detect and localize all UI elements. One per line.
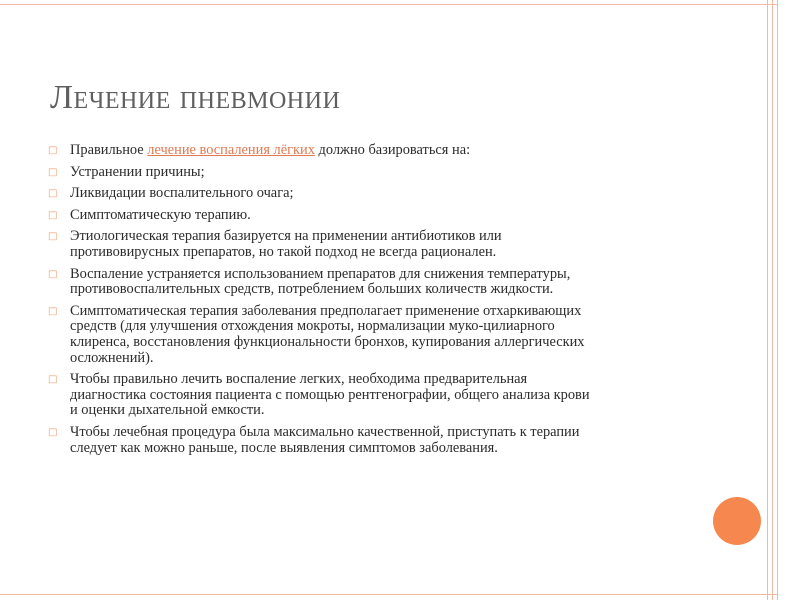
- bullet-item: [48, 304, 688, 366]
- bullet-line: осложнений).: [70, 349, 154, 366]
- frame-line-vertical-1: [767, 0, 768, 600]
- bullet-line: следует как можно раньше, после выявления симптомов заболевания.: [70, 439, 498, 456]
- bullet-line: Устранении причины;: [70, 163, 205, 180]
- bullet-item: [48, 143, 688, 159]
- bullet-line: диагностика состояния пациента с помощью рентгенографии, общего анализа крови: [70, 386, 590, 403]
- hollow-square-bullet-icon: □: [48, 209, 58, 221]
- bullet-item: [48, 208, 688, 224]
- bullet-item: [48, 229, 688, 260]
- bullet-line: противовоспалительных средств, потреблением больших количеств жидкости.: [70, 281, 554, 298]
- hollow-square-bullet-icon: □: [48, 268, 58, 280]
- bullet-item: [48, 372, 688, 419]
- hollow-square-bullet-icon: □: [48, 426, 58, 438]
- slide-title: Лечение пневмонии: [50, 79, 341, 116]
- bullet-line: средств (для улучшения отхождения мокроты, нормализации муко-цилиарного: [70, 318, 555, 335]
- bullet-item: [48, 425, 688, 456]
- bullet-line: клиренса, восстановления функциональности бронхов, купирования аллергических: [70, 333, 585, 350]
- frame-line-vertical-3: [777, 0, 778, 600]
- bullet-line: противовирусных препаратов, но такой подход не всегда рационален.: [70, 243, 497, 260]
- orange-circle-decoration: [713, 497, 761, 545]
- bullet-line: Симптоматическая терапия заболевания предполагает применение отхаркивающих: [70, 302, 582, 319]
- hollow-square-bullet-icon: □: [48, 374, 58, 386]
- frame-line-vertical-2: [772, 0, 773, 600]
- bullet-item: [48, 267, 688, 298]
- frame-line-horizontal-top: [0, 4, 778, 5]
- hollow-square-bullet-icon: □: [48, 145, 58, 156]
- bullet-line: Воспаление устраняется использованием препаратов для снижения температуры,: [70, 265, 571, 282]
- bullet-list: [48, 143, 688, 462]
- bullet-item: [48, 165, 688, 181]
- hollow-square-bullet-icon: □: [48, 305, 58, 317]
- bullet-item: [48, 186, 688, 202]
- bullet-line: и оценки дыхательной емкости.: [70, 402, 265, 419]
- hollow-square-bullet-icon: □: [48, 166, 58, 178]
- treatment-link[interactable]: лечение воспаления лёгких: [147, 142, 315, 158]
- bullet-text-before: Правильное: [70, 142, 148, 158]
- hollow-square-bullet-icon: □: [48, 188, 58, 200]
- hollow-square-bullet-icon: □: [48, 231, 58, 243]
- bullet-line: Этиологическая терапия базируется на применении антибиотиков или: [70, 228, 502, 245]
- bullet-line: Чтобы правильно лечить воспаление легких, необходима предварительная: [70, 371, 528, 388]
- bullet-line: Чтобы лечебная процедура была максимально качественной, приступать к терапии: [70, 423, 580, 440]
- bullet-text-after: должно базироваться на:: [314, 142, 471, 158]
- frame-line-horizontal-bottom: [0, 594, 778, 595]
- bullet-line: Симптоматическую терапию.: [70, 206, 251, 223]
- bullet-line: Ликвидации воспалительного очага;: [70, 185, 294, 202]
